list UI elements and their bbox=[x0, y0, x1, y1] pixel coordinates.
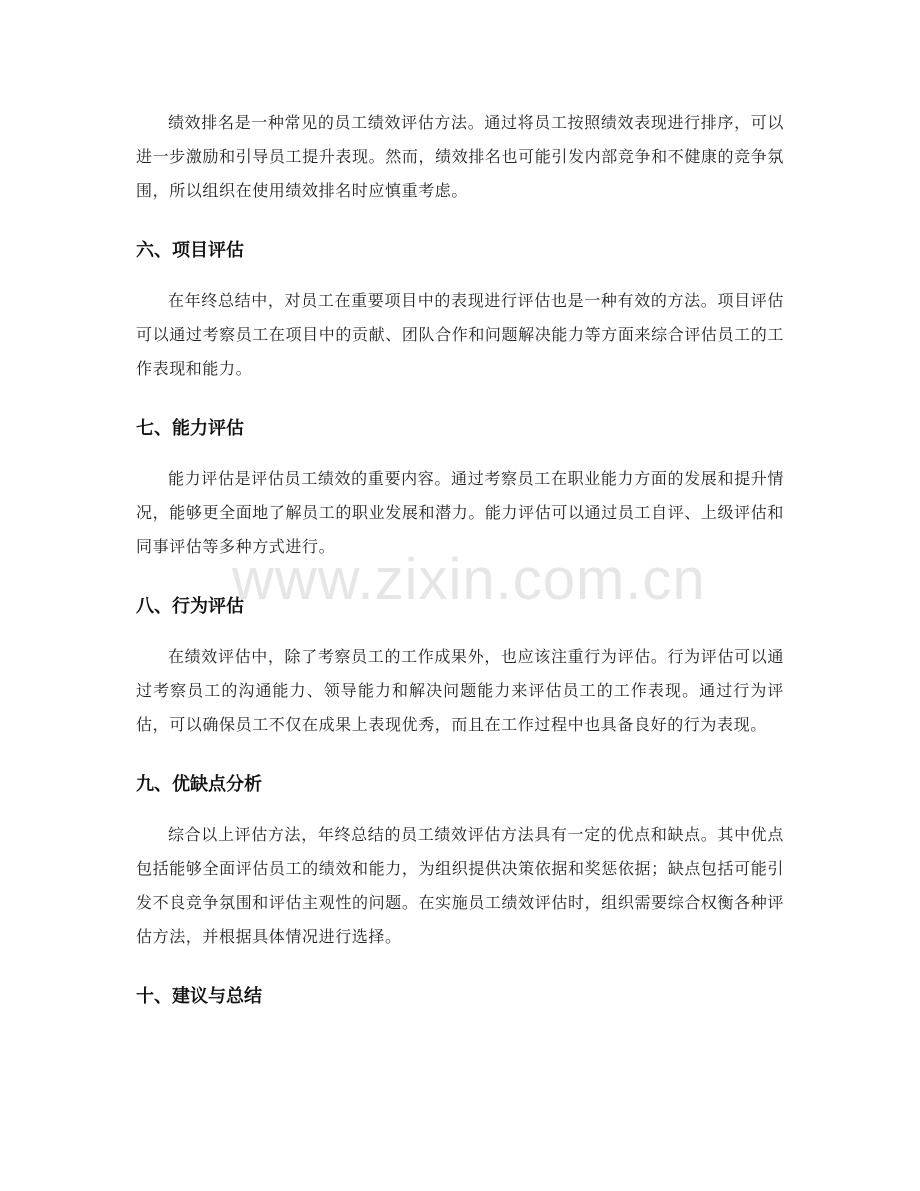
spacer bbox=[136, 446, 784, 462]
spacer bbox=[136, 624, 784, 640]
heading-ability-evaluation: 七、能力评估 bbox=[136, 418, 244, 439]
heading-suggestions-summary: 十、建议与总结 bbox=[136, 986, 262, 1007]
heading-behavior-evaluation: 八、行为评估 bbox=[136, 596, 244, 617]
paragraph-pros-cons-analysis: 综合以上评估方法，年终总结的员工绩效评估方法具有一定的优点和缺点。其中优点包括能够全面评估员工的绩效和能力，为组织提供决策依据和奖惩依据；缺点包括可能引发不良竞争氛围和评估主观性的问题。在实施员工绩效评估时，组织需要综合权衡各种评估方法，并根据具体情况进行选择。 bbox=[136, 825, 784, 946]
heading-pros-cons-analysis: 九、优缺点分析 bbox=[136, 774, 262, 795]
paragraph-ability-evaluation: 能力评估是评估员工绩效的重要内容。通过考察员工在职业能力方面的发展和提升情况，能够更全面地了解员工的职业发展和潜力。能力评估可以通过员工自评、上级评估和同事评估等多种方式进行。 bbox=[136, 469, 784, 556]
spacer bbox=[136, 954, 784, 980]
document-page bbox=[136, 106, 784, 1014]
paragraph-performance-ranking: 绩效排名是一种常见的员工绩效评估方法。通过将员工按照绩效表现进行排序，可以进一步激励和引导员工提升表现。然而，绩效排名也可能引发内部竞争和不健康的竞争氛围，所以组织在使用绩效排名时应慎重考虑。 bbox=[136, 113, 784, 200]
spacer bbox=[136, 268, 784, 284]
spacer bbox=[136, 564, 784, 590]
heading-project-evaluation: 六、项目评估 bbox=[136, 240, 244, 261]
watermark-text: www.zixin.com.cn bbox=[232, 547, 706, 612]
paragraph-behavior-evaluation: 在绩效评估中，除了考察员工的工作成果外，也应该注重行为评估。行为评估可以通过考察员工的沟通能力、领导能力和解决问题能力来评估员工的工作表现。通过行为评估，可以确保员工不仅在成果上表现优秀，而且在工作过程中也具备良好的行为表现。 bbox=[136, 647, 784, 734]
spacer bbox=[136, 208, 784, 234]
spacer bbox=[136, 386, 784, 412]
spacer bbox=[136, 742, 784, 768]
paragraph-project-evaluation: 在年终总结中，对员工在重要项目中的表现进行评估也是一种有效的方法。项目评估可以通过考察员工在项目中的贡献、团队合作和问题解决能力等方面来综合评估员工的工作表现和能力。 bbox=[136, 291, 784, 378]
spacer bbox=[136, 802, 784, 818]
